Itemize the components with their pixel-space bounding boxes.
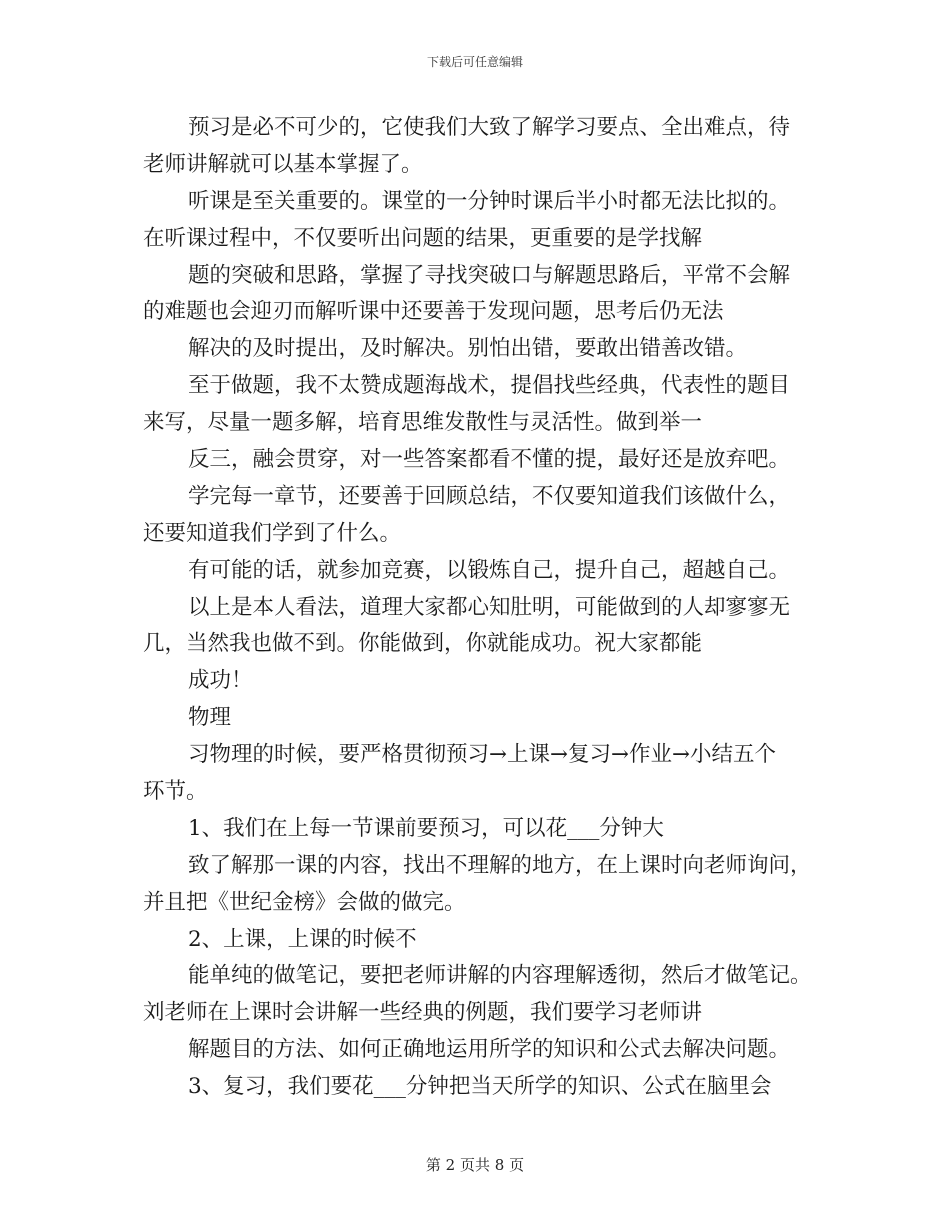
document-body [143,110,823,1106]
section-heading: 物理 [188,705,232,731]
page-header-note: 下载后可任意编辑 [426,55,523,69]
paragraph-line: 刘老师在上课时会讲解一些经典的例题，我们要学习老师讲 [143,1000,703,1026]
paragraph-line: 并且把《世纪金榜》会做的做完。 [143,889,466,915]
paragraph-line: 题的突破和思路，掌握了寻找突破口与解题思路后，平常不会解 [188,262,791,288]
paragraph-line: 听课是至关重要的。课堂的一分钟时课后半小时都无法比拟的。 [188,188,791,214]
paragraph-line: 老师讲解就可以基本掌握了。 [143,151,423,177]
paragraph-line: 以上是本人看法，道理大家都心知肚明，可能做到的人却寥寥无 [188,594,791,620]
paragraph-line: 至于做题，我不太赞成题海战术，提倡找些经典，代表性的题目 [188,373,791,399]
paragraph-line: 来写，尽量一题多解，培育思维发散性与灵活性。做到举一 [143,410,703,436]
paragraph-line: 反三，融会贯穿，对一些答案都看不懂的提，最好还是放弃吧。 [188,447,791,473]
page-number-footer: 第 2 页共 8 页 [425,1156,525,1174]
paragraph-line: 成功！ [188,668,253,694]
paragraph-line: 解决的及时提出，及时解决。别怕出错，要敢出错善改错。 [188,336,748,362]
list-item-line: 1、我们在上每一节课前要预习，可以花___分钟大 [188,815,664,841]
paragraph-line: 的难题也会迎刃而解听课中还要善于发现问题，思考后仍无法 [143,299,724,325]
paragraph-line: 习物理的时候，要严格贯彻预习→上课→复习→作业→小结五个 [188,742,777,768]
paragraph-line: 环节。 [143,779,208,805]
paragraph-line: 还要知道我们学到了什么。 [143,520,402,546]
paragraph-line: 学完每一章节，还要善于回顾总结，不仅要知道我们该做什么， [188,483,791,509]
list-item-line: 3、复习，我们要花___分钟把当天所学的知识、公式在脑里会 [188,1074,772,1100]
paragraph-line: 在听课过程中，不仅要听出问题的结果，更重要的是学找解 [143,225,703,251]
paragraph-line: 预习是必不可少的，它使我们大致了解学习要点、全出难点，待 [188,115,791,140]
paragraph-line: 解题目的方法、如何正确地运用所学的知识和公式去解决问题。 [188,1037,791,1063]
paragraph-line: 有可能的话，就参加竞赛，以锻炼自己，提升自己，超越自己。 [188,557,791,583]
paragraph-line: 几，当然我也做不到。你能做到，你就能成功。祝大家都能 [143,631,703,657]
paragraph-line: 能单纯的做笔记，要把老师讲解的内容理解透彻，然后才做笔记。 [188,963,812,989]
list-item-line: 2、上课，上课的时候不 [188,926,417,952]
paragraph-line: 致了解那一课的内容，找出不理解的地方，在上课时向老师询问， [188,852,812,878]
